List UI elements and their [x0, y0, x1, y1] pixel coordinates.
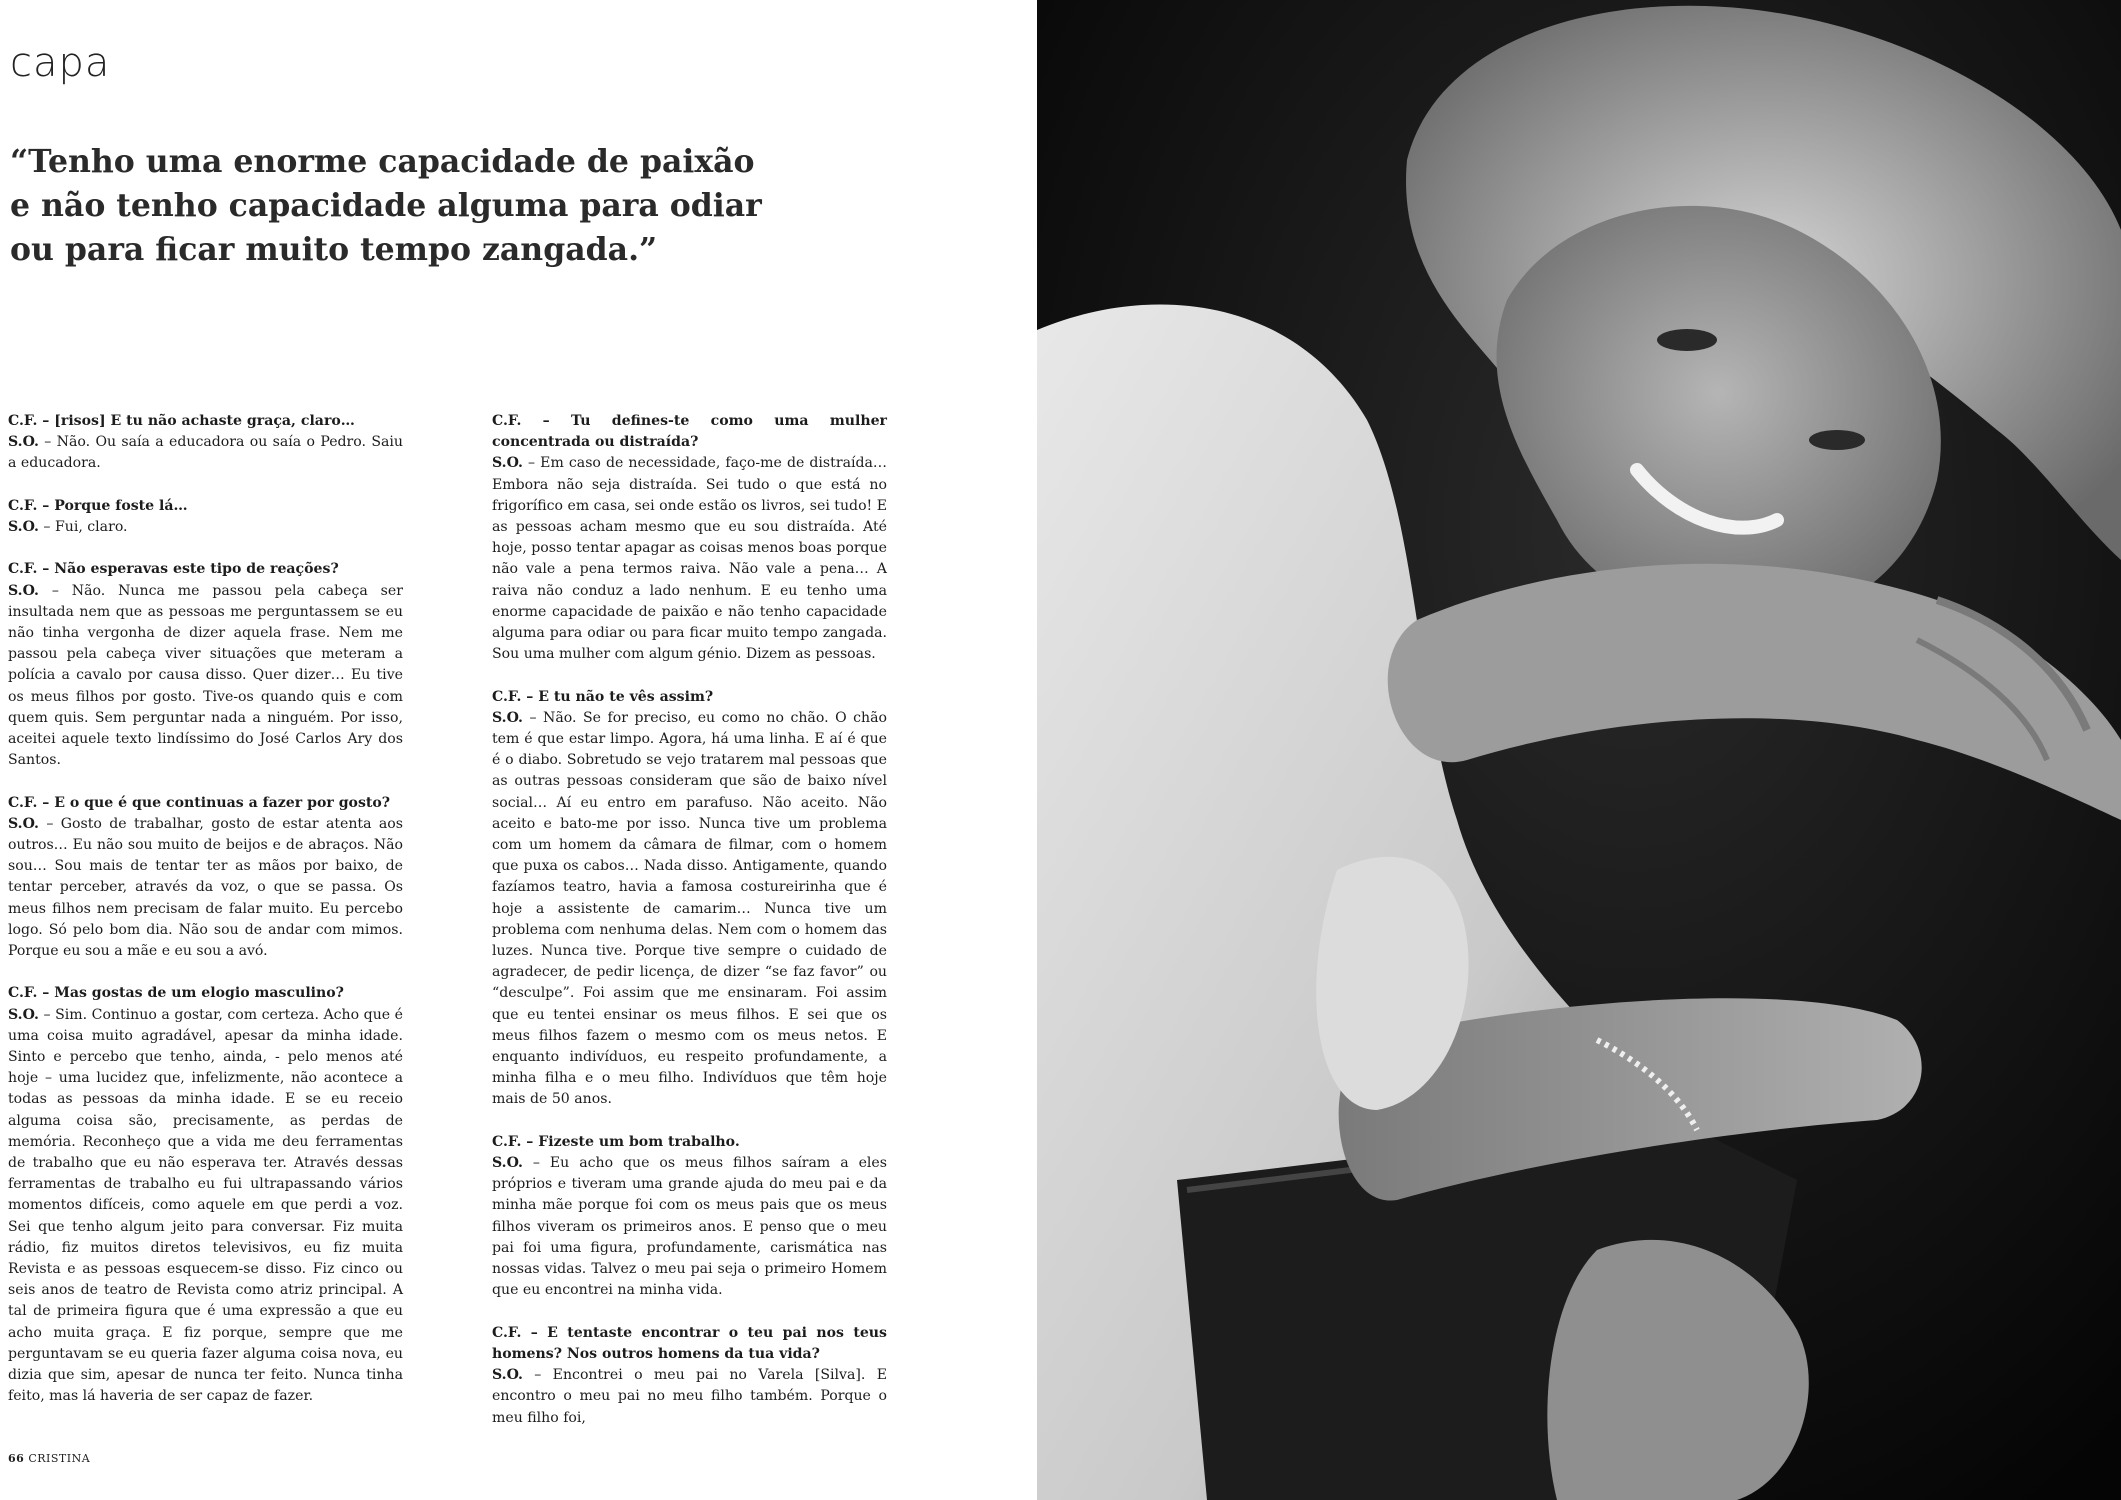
question: C.F. – E tentaste encontrar o teu pai nos teus homens? Nos outros homens da tua vida? [492, 1324, 887, 1362]
magazine-name: CRISTINA [28, 1452, 91, 1465]
portrait-illustration [1037, 0, 2121, 1500]
answer [8, 1005, 403, 1408]
pull-quote-line: ou para ficar muito tempo zangada.” [10, 231, 658, 268]
answer [8, 581, 403, 772]
interview-column-right [492, 411, 887, 1450]
answer [8, 517, 403, 538]
qa-item [8, 983, 403, 1407]
pull-quote [10, 140, 762, 272]
pull-quote-line: “Tenho uma enorme capacidade de paixão [10, 143, 755, 180]
section-label: capa [10, 40, 111, 86]
question: C.F. – Tu defines-te como uma mulher concentrada ou distraída? [492, 413, 887, 451]
answer-text: – Fui, claro. [38, 519, 128, 535]
answer [492, 453, 887, 665]
qa-item [492, 1132, 887, 1302]
question: C.F. – E tu não te vês assim? [492, 688, 714, 705]
speaker: S.O. [8, 815, 39, 832]
answer [492, 708, 887, 1111]
portrait-photo-icon [1037, 0, 2121, 1500]
question: C.F. – Fizeste um bom trabalho. [492, 1133, 740, 1150]
speaker: S.O. [8, 519, 39, 535]
qa-item [492, 687, 887, 1111]
page-folio [8, 1452, 90, 1465]
speaker: S.O. [492, 1155, 523, 1172]
question: C.F. – Mas gostas de um elogio masculino? [8, 985, 344, 1002]
qa-item [8, 793, 403, 963]
answer-text: – Sim. Continuo a gostar, com certeza. Acho que é uma coisa muito agradável, apesar da minha idade. Sinto e percebo que tenho, ainda, - pelo menos até hoje – uma lucidez que, infelizmente, não acontece a todas as pessoas da minha idade. E se eu receio alguma coisa são, precisamente, as perdas de memória. Reconheço que a vida me deu ferramentas de trabalho que eu não esperava ter. Através dessas ferramentas de trabalho eu fui ultrapassando vários momentos difíceis, como aquele em que perdi a voz. Sei que tenho algum jeito para conversar. Fiz muita rádio, fiz muitos diretos televisivos, eu fiz muita Revista e as pessoas esquecem-se disso. Fiz cinco ou seis anos de teatro de Revista como atriz principal. A tal de primeira figura que é uma expressão a que eu acho muita graça. E fiz porque, sempre que me perguntavam se eu queria fazer alguma coisa nova, eu dizia que sim, apesar de nunca ter feito. Nunca tinha feito, mas lá haveria de ser capaz de fazer. [8, 1006, 403, 1405]
answer-text: – Não. Se for preciso, eu como no chão. O chão tem é que estar limpo. Agora, há uma linha. E aí é que é o diabo. Sobretudo se vejo tratarem mal pessoas que as outras pessoas consideram que são de baixo nível social… Aí eu entro em parafuso. Não aceito. Não aceito e bato-me por isso. Nunca tive um problema com um homem da câmara de filmar, com o homem que puxa os cabos… Nada disso. Antigamente, quando fazíamos teatro, havia a famosa costureirinha que é hoje a assistente de camarim… Nunca tive um problema com nenhuma delas. Nem com o homem das luzes. Nunca tive. Porque tive sempre o cuidado de agradecer, de pedir licença, de dizer “se faz favor” ou “desculpe”. Foi assim que me ensinaram. Foi assim que eu tentei ensinar os meus filhos. E sei que os meus filhos fazem o mesmo com os meus netos. E enquanto indivíduos, eu respeito profundamente, a minha filha e o meu filho. Indivíduos que têm hoje mais de 50 anos. [492, 709, 887, 1108]
answer-text: – Em caso de necessidade, faço-me de distraída… Embora não seja distraída. Sei tudo o que está no frigorífico em casa, sei onde estão os livros, sei tudo! E as pessoas acham mesmo que eu sou distraída. Até hoje, posso tentar apagar as coisas menos boas porque não vale a pena termos raiva. Não vale a pena… A raiva não conduz a lado nenhum. E eu tenho uma enorme capacidade de paixão e não tenho capacidade alguma para odiar ou para ficar muito tempo zangada. Sou uma mulher com algum génio. Dizem as pessoas. [492, 455, 887, 663]
answer-text: – Encontrei o meu pai no Varela [Silva]. E encontro o meu pai no meu filho também. Porque o meu filho foi, [492, 1367, 887, 1426]
page-number: 66 [8, 1452, 25, 1465]
qa-item [492, 411, 887, 665]
speaker: S.O. [492, 709, 523, 726]
speaker: S.O. [8, 434, 39, 451]
qa-item [8, 411, 403, 475]
speaker: S.O. [492, 1367, 523, 1384]
qa-item [8, 559, 403, 771]
speaker: S.O. [492, 455, 523, 472]
pull-quote-line: e não tenho capacidade alguma para odiar [10, 187, 762, 224]
speaker: S.O. [8, 1006, 39, 1023]
question: C.F. – Porque foste lá… [8, 497, 188, 514]
question: C.F. – [risos] E tu não achaste graça, claro… [8, 413, 355, 429]
qa-item [8, 496, 403, 538]
answer-text: – Gosto de trabalhar, gosto de estar atenta aos outros… Eu não sou muito de beijos e de abraços. Não sou… Sou mais de tentar ter as mãos por baixo, de tentar perceber, através da voz, o que se passa. Os meus filhos nem precisam de falar muito. Eu percebo logo. Só pelo bom dia. Não sou de andar com mimos. Porque eu sou a mãe e eu sou a avó. [8, 815, 403, 960]
answer-text: – Não. Ou saía a educadora ou saía o Pedro. Saiu a educadora. [8, 434, 403, 472]
question: C.F. – E o que é que continuas a fazer por gosto? [8, 794, 391, 811]
answer [8, 432, 403, 474]
answer [492, 1153, 887, 1301]
answer [8, 814, 403, 962]
answer-text: – Não. Nunca me passou pela cabeça ser insultada nem que as pessoas me perguntassem se eu não tinha vergonha de dizer aquela frase. Nem me passou pela cabeça viver situações que meteram a polícia a cavalo por causa disso. Quer dizer… Eu tive os meus filhos por gosto. Tive-os quando quis e com quem quis. Sem perguntar nada a ninguém. Por isso, aceitei aquele texto lindíssimo do José Carlos Ary dos Santos. [8, 582, 403, 769]
interview-column-left [8, 411, 403, 1429]
question: C.F. – Não esperavas este tipo de reações? [8, 561, 339, 578]
answer [492, 1365, 887, 1429]
qa-item [492, 1323, 887, 1429]
answer-text: – Eu acho que os meus filhos saíram a eles próprios e tiveram uma grande ajuda do meu pai e da minha mãe porque foi com os meus pais que os meus filhos viveram os primeiros anos. E penso que o meu pai foi uma figura, profundamente, carismática nas nossas vidas. Talvez o meu pai seja o primeiro Homem que eu encontrei na minha vida. [492, 1155, 887, 1299]
speaker: S.O. [8, 582, 39, 599]
